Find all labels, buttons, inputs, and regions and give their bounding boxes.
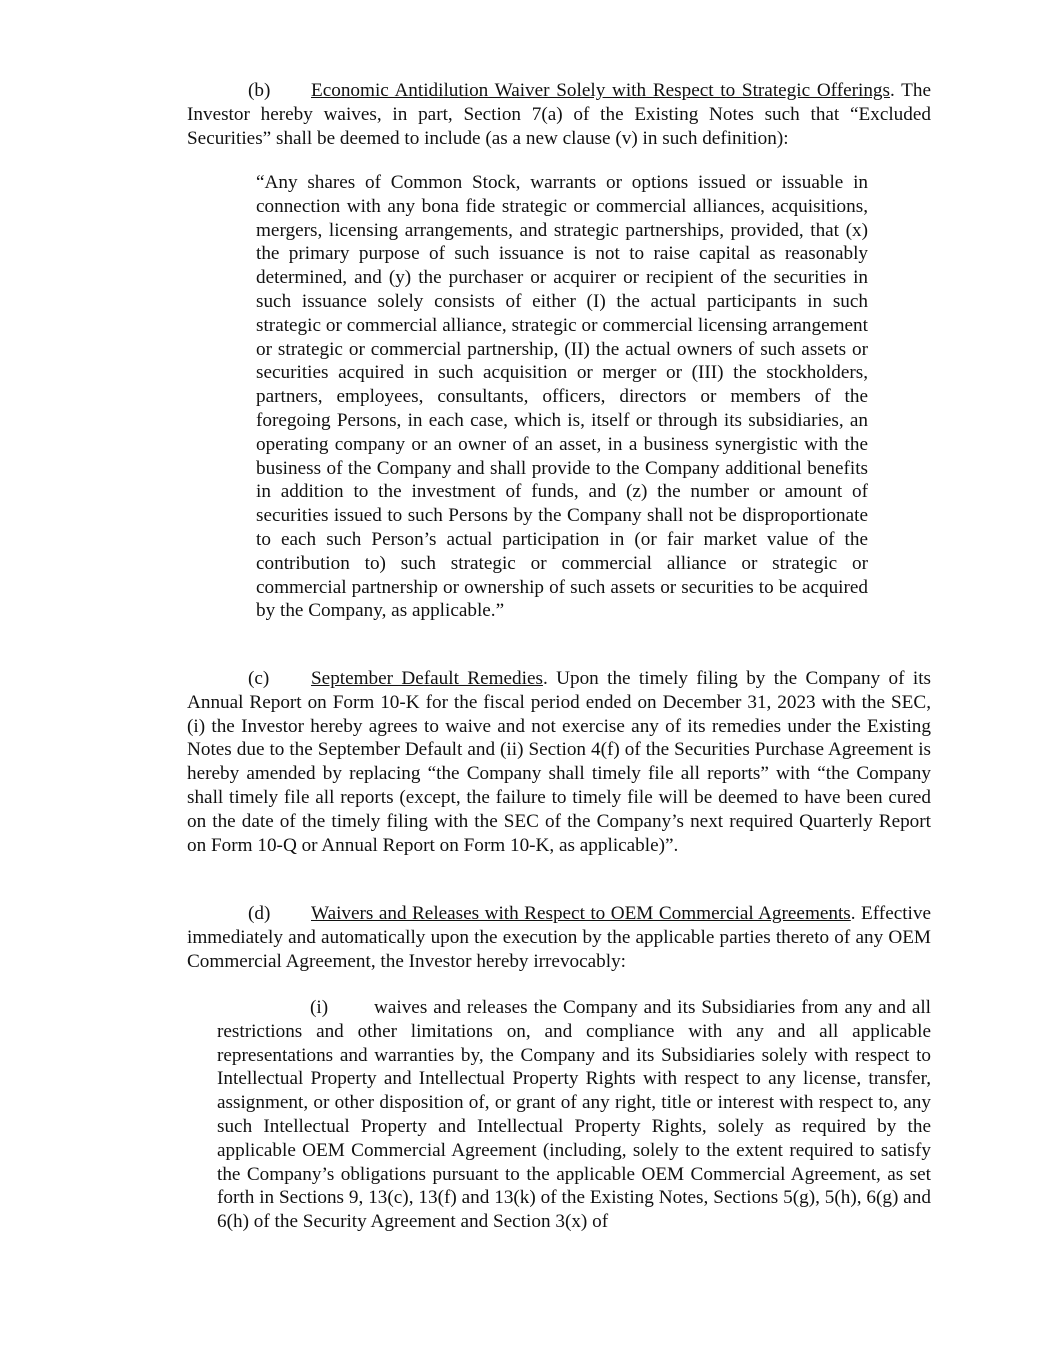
section-d-paragraph: [187, 902, 931, 973]
section-b-text: . The Investor hereby waives, in part, Section 7(a) of the Existing Notes such that “Excluded Securities” shall be deemed to include (as a new clause (v) in such definition):: [187, 80, 931, 149]
section-b-number: (b): [248, 80, 271, 101]
section-d-number: (d): [248, 903, 271, 924]
section-b-paragraph: [187, 79, 931, 150]
sub-i-number: (i): [310, 997, 329, 1018]
section-b-quote: “Any shares of Common Stock, warrants or options issued or issuable in connection with any bona fide strategic or commercial alliances, acquisitions, mergers, licensing arrangements, and strategic partnerships, provided, that (x) the primary purpose of such issuance is not to raise capital as reasonably determined, and (y) the purchaser or acquirer or recipient of the securities in such issuance solely consists of either (I) the actual participants in such strategic or commercial alliance, strategic or commercial licensing arrangement or strategic or commercial partnership, (II) the actual owners of such assets or securities acquired in such acquisition or merger or (III) the stockholders, partners, employees, consultants, officers, directors or members of the foregoing Persons, in each case, which is, itself or through its subsidiaries, an operating company or an owner of an asset, in a business synergistic with the business of the Company and shall provide to the Company additional benefits in addition to the investment of funds, and (z) the number or amount of securities issued to such Persons by the Company shall not be disproportionate to each such Person’s actual participation in (or fair market value of the contribution to) such strategic or commercial alliance or strategic or commercial partnership or ownership of such assets or securities to be acquired by the Company, as applicable.”: [256, 172, 868, 622]
section-d-heading: Waivers and Releases with Respect to OEM Commercial Agreements: [311, 903, 851, 924]
section-b-heading: Economic Antidilution Waiver Solely with Respect to Strategic Offerings: [311, 80, 890, 101]
section-c-number: (c): [248, 668, 270, 689]
section-c-paragraph: [187, 667, 931, 857]
section-c-text: . Upon the timely filing by the Company of its Annual Report on Form 10-K for the fiscal period ended on December 31, 2023 with the SEC, (i) the Investor hereby agrees to waive and not exercise any of its remedies under the Existing Notes due to the September Default and (ii) Section 4(f) of the Securities Purchase Agreement is hereby amended by replacing “the Company shall timely file all reports” with “the Company shall timely file all reports (except, the failure to timely file will be deemed to have been cured on the date of the timely filing with the SEC of the Company’s next required Quarterly Report on Form 10-Q or Annual Report on Form 10-K, as applicable)”.: [187, 668, 931, 856]
section-c-heading: September Default Remedies: [311, 668, 543, 689]
section-d-text: . Effective immediately and automatically upon the execution by the applicable parties thereto of any OEM Commercial Agreement, the Investor hereby irrevocably:: [187, 903, 931, 972]
sub-i-text: waives and releases the Company and its Subsidiaries from any and all restrictions and other limitations on, and compliance with any and all applicable representations and warranties by, the Company and its Subsidiaries solely with respect to Intellectual Property and Intellectual Property Rights with respect to any license, transfer, assignment, or other disposition of, or grant of any right, title or interest with respect to, any such Intellectual Property and Intellectual Property Rights, solely as required by the applicable OEM Commercial Agreement (including, solely to the extent required to satisfy the Company’s obligations pursuant to the applicable OEM Commercial Agreement, as set forth in Sections 9, 13(c), 13(f) and 13(k) of the Existing Notes, Sections 5(g), 5(h), 6(g) and 6(h) of the Security Agreement and Section 3(x) of: [217, 997, 931, 1233]
section-d-subparagraph-i: [217, 996, 931, 1234]
